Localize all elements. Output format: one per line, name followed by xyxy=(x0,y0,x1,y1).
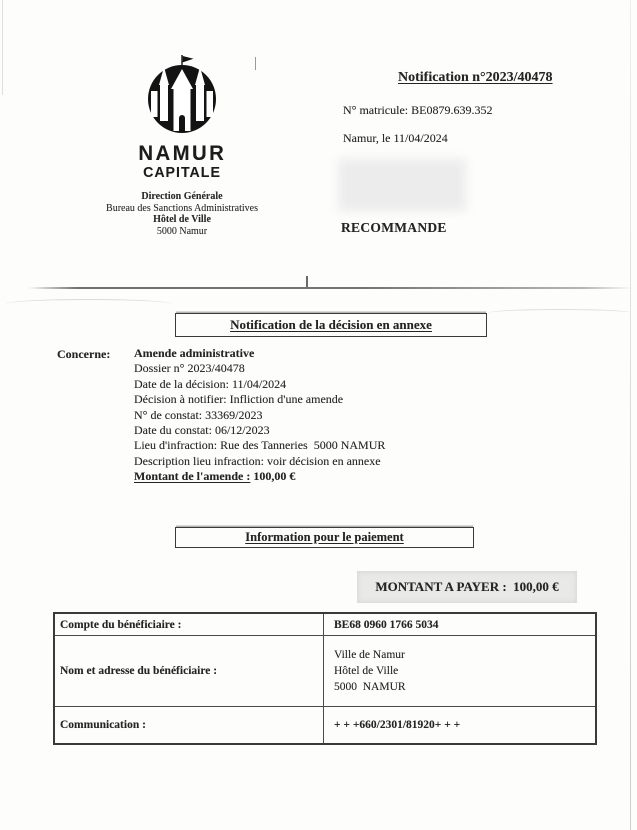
decision-subject: Amende administrative xyxy=(134,346,255,360)
sender-line-city: 5000 Namur xyxy=(156,225,208,237)
concerne-label: Concerne: xyxy=(57,347,111,361)
scan-edge-right xyxy=(630,0,632,830)
detail-lieu-infraction: Lieu d'infraction: Rue des Tanneries 5000 NAMUR xyxy=(134,438,386,453)
detail-date-decision: Date de la décision: 11/04/2024 xyxy=(134,376,287,391)
payment-section-title: Information pour le paiement xyxy=(245,530,404,544)
structured-communication: + + +660/2301/81920+ + + xyxy=(334,719,461,731)
sender-logo-block xyxy=(97,55,267,237)
amount-line xyxy=(134,469,385,484)
beneficiary-street: Hôtel de Ville xyxy=(334,665,399,677)
scan-artifact-left xyxy=(6,299,171,309)
account-label: Compte du bénéficiaire : xyxy=(55,614,324,635)
table-row-account xyxy=(55,614,595,635)
table-row-beneficiary xyxy=(55,635,595,706)
detail-numero-constat: N° de constat: 33369/2023 xyxy=(134,407,263,422)
sender-line-bureau: Bureau des Sanctions Administratives xyxy=(106,202,258,214)
table-row-communication xyxy=(55,706,595,743)
redacted-recipient-address xyxy=(338,159,466,211)
payment-table xyxy=(53,612,597,745)
payment-section-title-box xyxy=(175,527,474,548)
decision-section-title: Notification de la décision en annexe xyxy=(230,317,432,332)
iban-value: BE68 0960 1766 5034 xyxy=(334,618,439,631)
detail-decision-notifier: Décision à notifier: Infliction d'une amende xyxy=(134,392,344,407)
fold-line xyxy=(28,287,632,289)
namur-capitale-logo-icon xyxy=(137,55,227,135)
sender-line-direction: Direction Générale xyxy=(141,191,223,202)
account-value xyxy=(324,614,595,635)
scan-edge-left xyxy=(2,0,3,95)
mail-type-label: RECOMMANDE xyxy=(341,220,447,235)
detail-description-lieu: Description lieu infraction: voir décision en annexe xyxy=(134,453,381,468)
amount-to-pay-banner xyxy=(357,571,577,603)
amount-to-pay-text: MONTANT A PAYER : 100,00 € xyxy=(375,579,559,594)
sender-line-hotel: Hôtel de Ville xyxy=(153,214,211,226)
beneficiary-city: 5000 NAMUR xyxy=(334,681,406,693)
detail-date-constat: Date du constat: 06/12/2023 xyxy=(134,423,270,438)
place-date-line: Namur, le 11/04/2024 xyxy=(343,131,448,145)
matricule-line: N° matricule: BE0879.639.352 xyxy=(343,103,493,117)
sender-address xyxy=(97,191,267,237)
decision-details xyxy=(134,346,385,485)
amount-label: Montant de l'amende : xyxy=(134,469,251,484)
scan-artifact-right xyxy=(488,309,632,317)
notification-number-title: Notification n°2023/40478 xyxy=(398,70,553,85)
logo-name-line2: CAPITALE xyxy=(143,165,221,181)
communication-label: Communication : xyxy=(55,707,324,743)
beneficiary-value xyxy=(324,636,595,706)
logo-name-line1: NAMUR xyxy=(138,142,226,165)
amount-value: 100,00 € xyxy=(250,469,296,484)
communication-value xyxy=(324,707,595,743)
beneficiary-label: Nom et adresse du bénéficiaire : xyxy=(55,636,324,706)
fold-mark-middle xyxy=(306,276,308,287)
detail-dossier: Dossier n° 2023/40478 xyxy=(134,361,245,376)
beneficiary-name: Ville de Namur xyxy=(334,649,405,661)
decision-section-title-box xyxy=(175,313,487,337)
